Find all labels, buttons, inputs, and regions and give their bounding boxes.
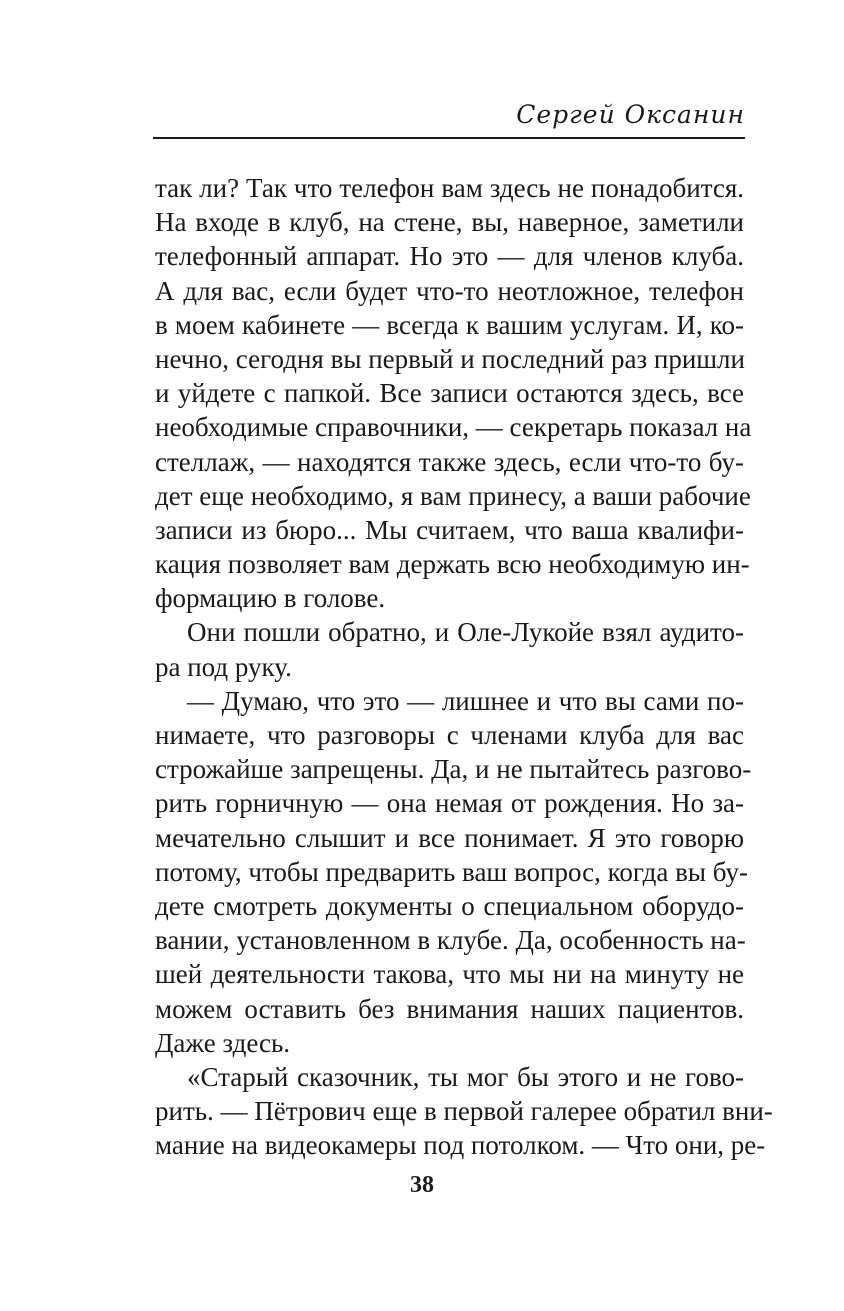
text-line: вании, установленном в клубе. Да, особенность на-: [155, 925, 746, 956]
text-line: формацию в голове.: [155, 583, 386, 614]
text-line: мание на видеокамеры под потолком. — Что они, ре-: [155, 1130, 766, 1161]
text-line: потому, чтобы предварить ваш вопрос, когда вы бу-: [155, 856, 748, 887]
text-line: нечно, сегодня вы первый и последний раз пришли: [155, 343, 745, 374]
text-line: можем оставить без внимания наших пациентов.: [155, 993, 744, 1024]
text-line: стеллаж, — находятся также здесь, если что-то бу-: [155, 446, 744, 477]
text-line: — Думаю, что это — лишнее и что вы сами по-: [187, 685, 744, 716]
text-line: так ли? Так что телефон вам здесь не понадобится.: [155, 173, 744, 203]
text-line: необходимые справочники, — секретарь показал на: [155, 412, 752, 443]
text-line: Даже здесь.: [155, 1027, 291, 1058]
text-line: строжайше запрещены. Да, и не пытайтесь разгово-: [155, 754, 752, 785]
text-line: дет еще необходимо, я вам принесу, а ваши рабочие: [155, 480, 751, 511]
text-line: «Старый сказочник, ты мог бы этого и не гово-: [187, 1061, 744, 1092]
running-header: Сергей Оксанин: [516, 100, 745, 129]
text-line: нимаете, что разговоры с членами клуба для вас: [155, 720, 744, 750]
text-line: кация позволяет вам держать всю необходимую ин-: [155, 549, 750, 580]
text-line: телефонный аппарат. Но это — для членов клуба.: [155, 241, 744, 272]
text-line: рить горничную — она немая от рождения. Но за-: [155, 788, 744, 819]
text-line: в моем кабинете — всегда к вашим услугам. И, ко-: [155, 309, 744, 340]
text-line: и уйдете с папкой. Все записи остаются здесь, все: [155, 378, 744, 409]
header-divider: [153, 137, 745, 139]
page-number: 38: [410, 1172, 434, 1198]
text-line: А для вас, если будет что-то неотложное, телефон: [155, 275, 744, 306]
text-line: мечательно слышит и все понимает. Я это говорю: [155, 822, 744, 853]
text-line: На входе в клуб, на стене, вы, наверное, заметили: [155, 207, 744, 238]
text-line: ра под руку.: [155, 651, 292, 682]
text-line: шей деятельности такова, что мы ни на минуту не: [155, 959, 744, 990]
text-line: Они пошли обратно, и Оле-Лукойе взял аудито-: [187, 617, 744, 648]
text-line: рить. — Пётрович еще в первой галерее обратил вни-: [155, 1096, 773, 1127]
text-line: записи из бюро... Мы считаем, что ваша квалифи-: [155, 514, 744, 545]
text-line: дете смотреть документы о специальном оборудо-: [155, 890, 744, 921]
page-body: [155, 171, 773, 1162]
